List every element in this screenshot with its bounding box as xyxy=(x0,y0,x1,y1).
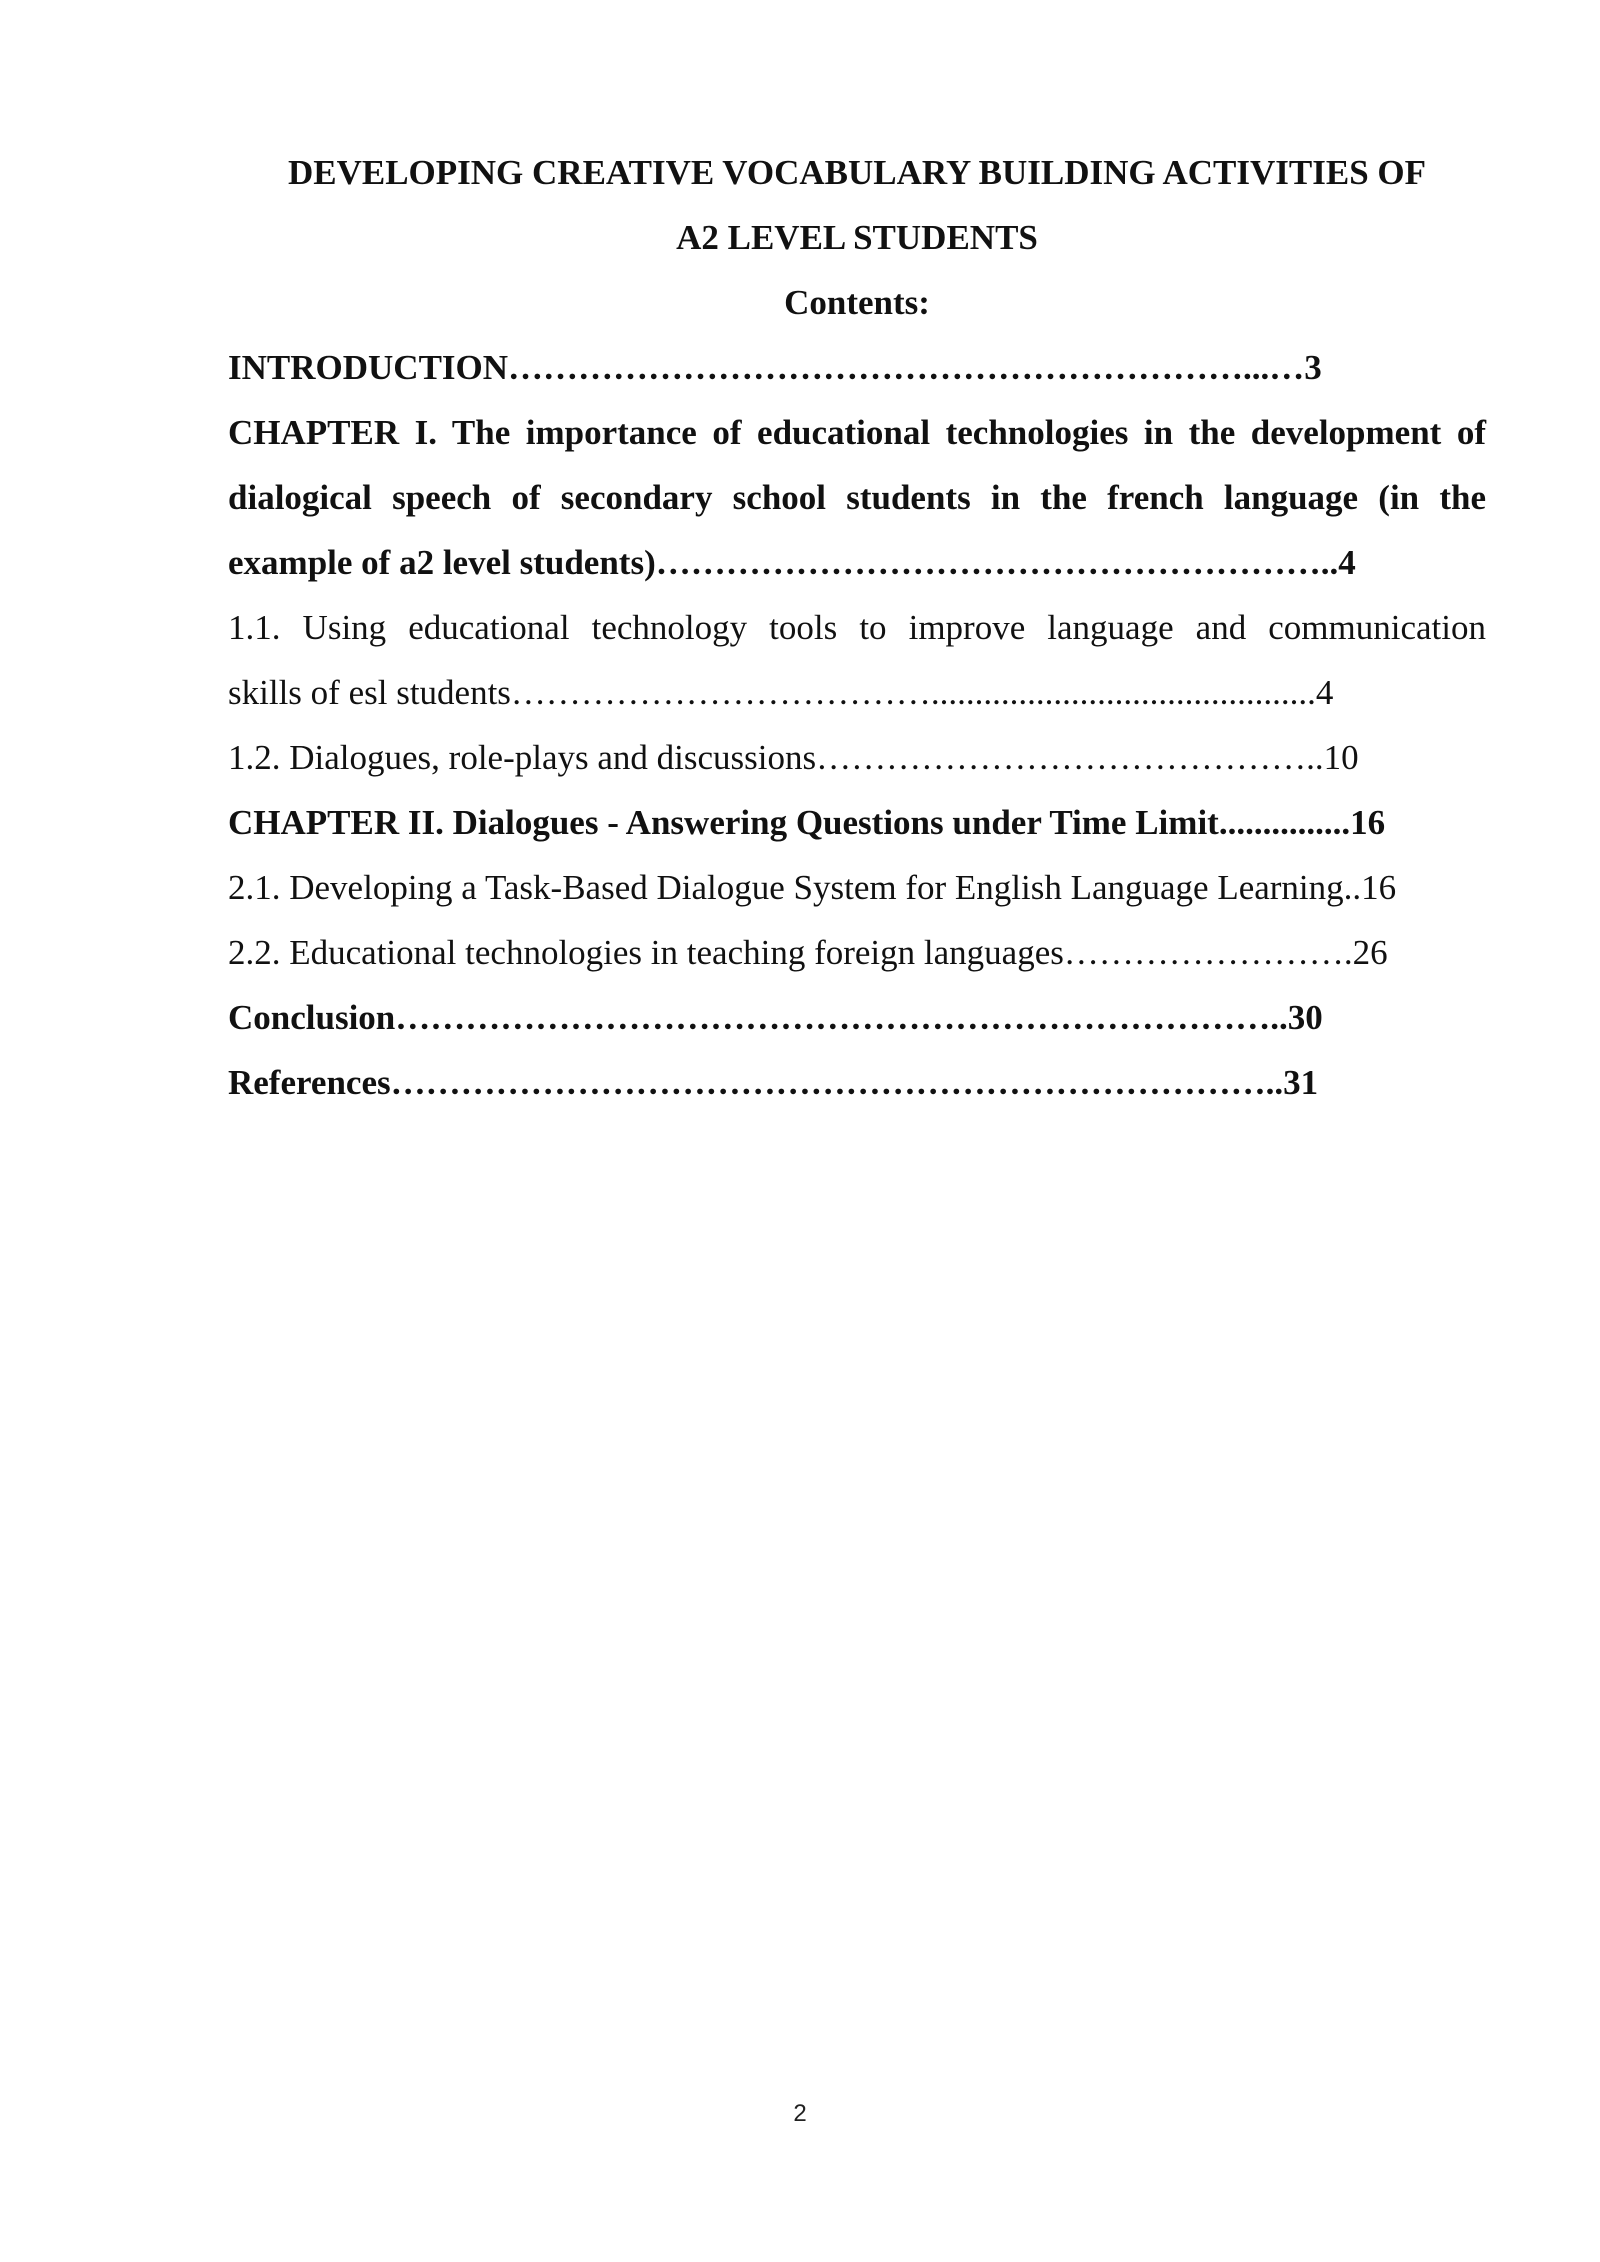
document-title-line-2: A2 LEVEL STUDENTS xyxy=(676,218,1038,257)
toc-entry-section-1-2: 1.2. Dialogues, role-plays and discussions……………………………………..10 xyxy=(228,738,1359,777)
toc-entry-section-1-1-line-2: skills of esl students………………………………............................................4 xyxy=(228,673,1334,712)
toc-entry-chapter-1-line-3: example of a2 level students)…………………………………………………..4 xyxy=(228,543,1356,582)
table-of-contents xyxy=(228,335,1486,1115)
toc-entry-references: References…………………………………………………………………..31 xyxy=(228,1063,1319,1102)
toc-entry-section-2-2: 2.2. Educational technologies in teaching foreign languages…………………….26 xyxy=(228,933,1388,972)
contents-heading: Contents: xyxy=(784,283,930,322)
page-number: 2 xyxy=(793,2100,807,2127)
toc-entry-introduction: INTRODUCTION………………………………………………………...…3 xyxy=(228,348,1322,387)
toc-entry-section-1-1 xyxy=(228,595,1486,725)
toc-entry-section-2-1: 2.1. Developing a Task-Based Dialogue System for English Language Learning..16 xyxy=(228,868,1397,907)
document-page xyxy=(228,140,1486,1115)
toc-entry-chapter-1-line-1: CHAPTER I. The importance of educational technologies in the development of xyxy=(228,413,1486,452)
toc-entry-chapter-2: CHAPTER II. Dialogues - Answering Questions under Time Limit...............16 xyxy=(228,803,1386,842)
toc-entry-conclusion: Conclusion…………………………………………………………………..30 xyxy=(228,998,1323,1037)
toc-entry-chapter-1 xyxy=(228,400,1486,595)
toc-entry-chapter-1-line-2: dialogical speech of secondary school students in the french language (in the xyxy=(228,478,1486,517)
document-title-line-1: DEVELOPING CREATIVE VOCABULARY BUILDING ACTIVITIES OF xyxy=(287,153,1427,192)
toc-entry-section-1-1-line-1: 1.1. Using educational technology tools to improve language and communication xyxy=(228,608,1486,647)
